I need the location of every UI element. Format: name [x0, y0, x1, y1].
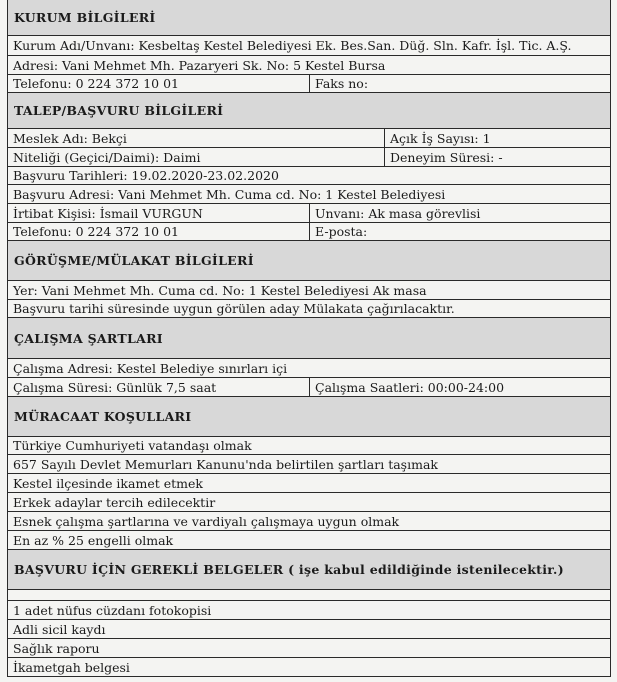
niteligi: Niteliği (Geçici/Daimi): Daimi — [13, 149, 201, 165]
section-header-belgeler: BAŞVURU İÇİN GEREKLİ BELGELER ( işe kabul edildiğinde istenilecektir.) — [8, 550, 610, 590]
row-calisma-adresi — [8, 359, 610, 378]
row-gorusme-aciklama — [8, 300, 610, 318]
irtibat-kisisi: İrtibat Kişisi: İsmail VURGUN — [13, 205, 203, 221]
row-basvuru-tarihleri — [8, 167, 610, 185]
calisma-saatleri: Çalışma Saatleri: 00:00-24:00 — [309, 378, 610, 396]
talep-telefon: Telefonu: 0 224 372 10 01 — [13, 224, 179, 239]
basvuru-tarihleri: Başvuru Tarihleri: 19.02.2020-23.02.2020 — [13, 168, 279, 183]
kurum-adi: Kurum Adı/Unvanı: Kesbeltaş Kestel Belediyesi Ek. Bes.San. Düğ. Sln. Kafr. İşl. Tic. A.Ş. — [13, 38, 572, 53]
list-item — [8, 601, 610, 620]
meslek-adi: Meslek Adı: Bekçi — [13, 130, 127, 146]
row-irtibat — [8, 204, 610, 223]
row-kurum-telefon — [8, 75, 610, 93]
section-header-gorusme: GÖRÜŞME/MÜLAKAT BİLGİLERİ — [8, 241, 610, 281]
section-header-kurum: KURUM BİLGİLERİ — [8, 0, 610, 36]
basvuru-adresi: Başvuru Adresi: Vani Mehmet Mh. Cuma cd. No: 1 Kestel Belediyesi — [13, 186, 446, 202]
row-gorusme-yer — [8, 281, 610, 300]
belge-item-3: Sağlık raporu — [13, 640, 100, 656]
list-item — [8, 620, 610, 639]
belge-item-2: Adli sicil kaydı — [13, 621, 106, 637]
muracaat-item-4: Erkek adaylar tercih edilecektir — [13, 494, 216, 510]
row-kurum-adi — [8, 36, 610, 56]
list-item — [8, 437, 610, 455]
calisma-suresi: Çalışma Süresi: Günlük 7,5 saat — [13, 379, 217, 395]
calisma-adresi: Çalışma Adresi: Kestel Belediye sınırları içi — [13, 360, 288, 376]
list-item — [8, 493, 610, 512]
list-item — [8, 455, 610, 474]
belge-item-4: İkametgah belgesi — [13, 659, 130, 675]
deneyim-suresi: Deneyim Süresi: - — [384, 148, 610, 166]
section-header-calisma: ÇALIŞMA ŞARTLARI — [8, 318, 610, 359]
section-header-muracaat: MÜRACAAT KOŞULLARI — [8, 397, 610, 437]
row-calisma-suresi — [8, 378, 610, 397]
eposta: E-posta: — [309, 223, 610, 240]
unvani: Unvanı: Ak masa görevlisi — [309, 204, 610, 222]
section-header-talep: TALEP/BAŞVURU BİLGİLERİ — [8, 93, 610, 129]
gorusme-yer: Yer: Vani Mehmet Mh. Cuma cd. No: 1 Kestel Belediyesi Ak masa — [13, 282, 427, 298]
form-table — [7, 0, 611, 677]
row-kurum-adres — [8, 56, 610, 75]
belge-item-1: 1 adet nüfus cüzdanı fotokopisi — [13, 602, 212, 618]
muracaat-item-5: Esnek çalışma şartlarına ve vardiyalı çalışmaya uygun olmak — [13, 513, 400, 529]
muracaat-item-1: Türkiye Cumhuriyeti vatandaşı olmak — [13, 438, 252, 453]
kurum-adres: Adresi: Vani Mehmet Mh. Pazaryeri Sk. No: 5 Kestel Bursa — [13, 57, 386, 73]
kurum-faks: Faks no: — [309, 75, 610, 92]
list-item — [8, 658, 610, 677]
muracaat-item-2: 657 Sayılı Devlet Memurları Kanunu'nda belirtilen şartları taşımak — [13, 456, 438, 472]
list-item — [8, 512, 610, 531]
row-talep-telefon — [8, 223, 610, 241]
list-item — [8, 639, 610, 658]
row-meslek — [8, 129, 610, 148]
blank-row — [8, 590, 610, 601]
row-basvuru-adresi — [8, 185, 610, 204]
list-item — [8, 531, 610, 550]
list-item — [8, 474, 610, 493]
row-niteligi — [8, 148, 610, 167]
gorusme-aciklama: Başvuru tarihi süresinde uygun görülen aday Mülakata çağırılacaktır. — [13, 301, 455, 316]
muracaat-item-6: En az % 25 engelli olmak — [13, 532, 174, 548]
acik-is-sayisi: Açık İş Sayısı: 1 — [384, 129, 610, 147]
muracaat-item-3: Kestel ilçesinde ikamet etmek — [13, 475, 203, 491]
kurum-telefon: Telefonu: 0 224 372 10 01 — [13, 76, 179, 91]
